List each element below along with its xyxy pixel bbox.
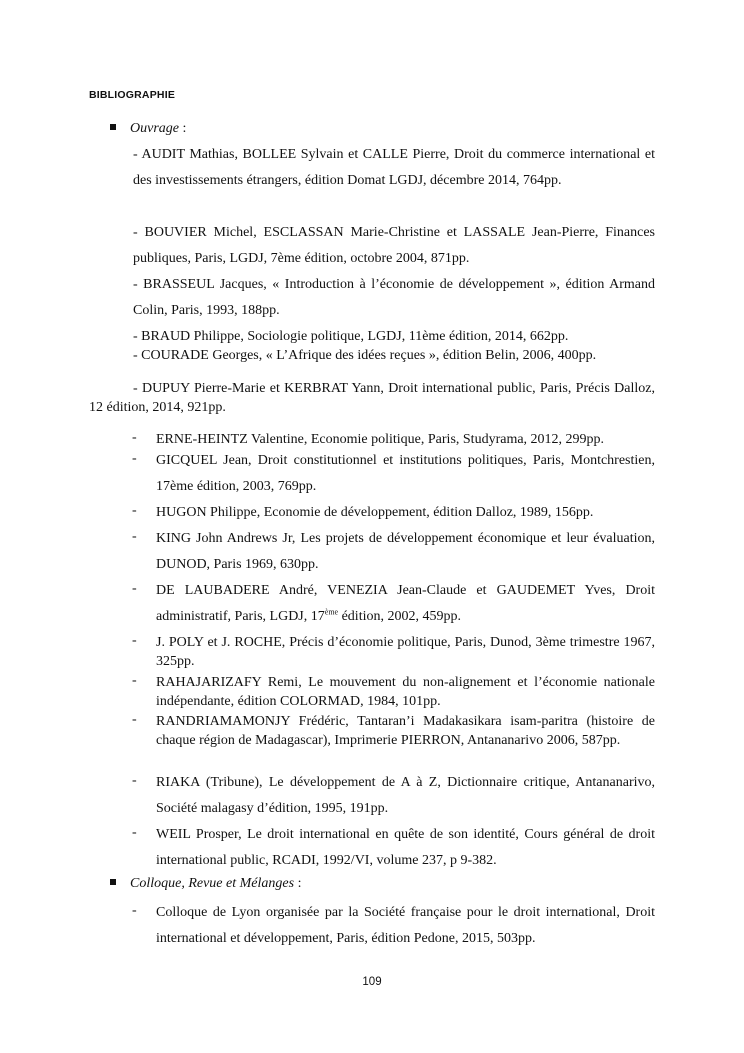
list-dash: -	[132, 430, 137, 445]
section-ouvrage-suffix: :	[179, 121, 187, 136]
section-colloque-suffix: :	[294, 876, 302, 891]
bib-entry-riaka: RIAKA (Tribune), Le développement de A à Z, Dictionnaire critique, Antananarivo, Société malagasy d’édition, 1995, 191pp.	[156, 775, 655, 816]
bib-entry-brasseul: - BRASSEUL Jacques, « Introduction à l’économie de développement », édition Armand Colin, Paris, 1993, 188pp.	[133, 277, 655, 318]
bib-entry-erne-heintz: ERNE-HEINTZ Valentine, Economie politique, Paris, Studyrama, 2012, 299pp.	[156, 432, 605, 447]
section-ouvrage	[110, 121, 186, 137]
bib-entry-rahajarizafy: RAHAJARIZAFY Remi, Le mouvement du non-alignement et l’économie nationale indépendante, édition COLORMAD, 1984, 101pp.	[156, 675, 655, 709]
square-bullet-icon	[110, 124, 116, 130]
bib-entry-superscript: ème	[324, 607, 339, 617]
bib-entry-colloque-lyon: Colloque de Lyon organisée par la Société française pour le droit international, Droit international et développement, Paris, édition Pedone, 2015, 503pp.	[156, 905, 655, 946]
list-dash: -	[132, 451, 137, 466]
page-number: 109	[362, 976, 382, 988]
list-dash: -	[132, 529, 137, 544]
section-ouvrage-label: Ouvrage	[130, 121, 179, 136]
page-heading: BIBLIOGRAPHIE	[89, 89, 176, 101]
bib-entry-de-laubadere-rest: édition, 2002, 459pp.	[338, 609, 461, 624]
bib-entry-braud: - BRAUD Philippe, Sociologie politique, LGDJ, 11ème édition, 2014, 662pp.	[133, 329, 569, 344]
bib-entry-de-laubadere	[156, 578, 655, 630]
bib-entry-gicquel: GICQUEL Jean, Droit constitutionnel et institutions politiques, Paris, Montchrestien, 17ème édition, 2003, 769pp.	[156, 453, 655, 494]
bib-entry-hugon: HUGON Philippe, Economie de développement, édition Dalloz, 1989, 156pp.	[156, 505, 594, 520]
list-dash: -	[132, 581, 137, 596]
square-bullet-icon	[110, 879, 116, 885]
bib-entry-dupuy: - DUPUY Pierre-Marie et KERBRAT Yann, Droit international public, Paris, Précis Dalloz, 12 édition, 2014, 921pp.	[89, 381, 655, 415]
section-colloque	[110, 876, 301, 892]
bib-entry-king: KING John Andrews Jr, Les projets de développement économique et leur évaluation, DUNOD, Paris 1969, 630pp.	[156, 531, 655, 572]
list-dash: -	[132, 673, 137, 688]
list-dash: -	[132, 903, 137, 918]
bib-entry-bouvier: - BOUVIER Michel, ESCLASSAN Marie-Christine et LASSALE Jean-Pierre, Finances publiques, Paris, LGDJ, 7ème édition, octobre 2004, 871pp.	[133, 225, 655, 266]
section-colloque-label: Colloque, Revue et Mélanges	[130, 876, 295, 891]
list-dash: -	[132, 712, 137, 727]
bib-entry-randriamamonjy: RANDRIAMAMONJY Frédéric, Tantaran’i Madakasikara isam-paritra (histoire de chaque région de Madagascar), Imprimerie PIERRON, Antananarivo 2006, 587pp.	[156, 714, 655, 748]
list-dash: -	[132, 503, 137, 518]
list-dash: -	[132, 773, 137, 788]
bib-entry-weil: WEIL Prosper, Le droit international en quête de son identité, Cours général de droit international public, RCADI, 1992/VI, volume 237, p 9-382.	[156, 827, 655, 868]
list-dash: -	[132, 633, 137, 648]
bib-entry-audit: - AUDIT Mathias, BOLLEE Sylvain et CALLE Pierre, Droit du commerce international et des investissements étrangers, édition Domat LGDJ, décembre 2014, 764pp.	[133, 147, 655, 188]
bib-entry-courade: - COURADE Georges, « L’Afrique des idées reçues », édition Belin, 2006, 400pp.	[133, 348, 597, 363]
bib-entry-de-laubadere-text: DE LAUBADERE André, VENEZIA Jean-Claude et GAUDEMET Yves, Droit administratif, Paris, LGDJ, 17	[156, 583, 655, 624]
bib-entry-poly-roche: J. POLY et J. ROCHE, Précis d’économie politique, Paris, Dunod, 3ème trimestre 1967, 325pp.	[156, 635, 655, 669]
list-dash: -	[132, 825, 137, 840]
